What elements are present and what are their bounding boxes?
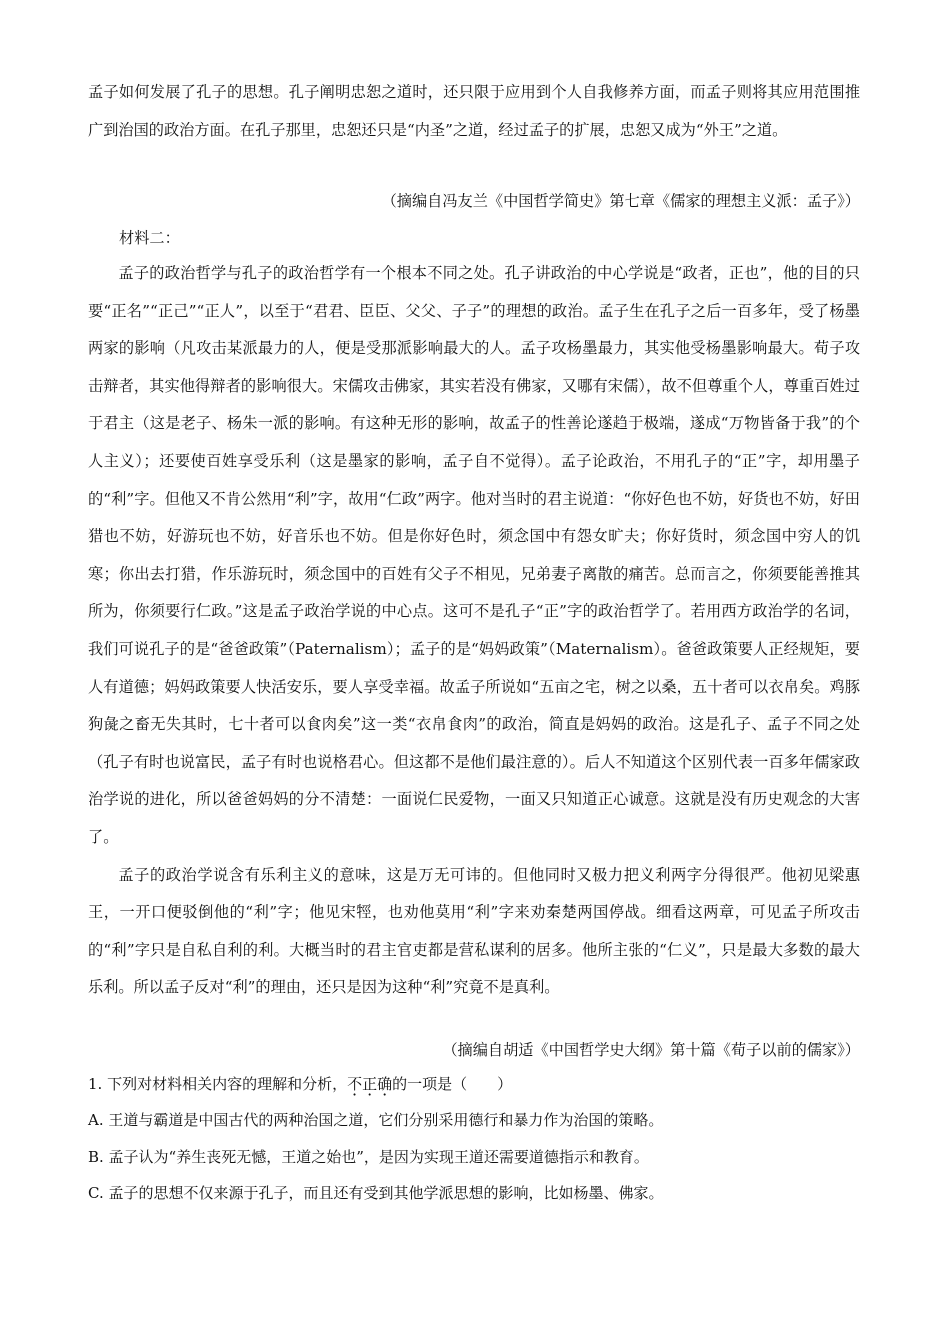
material2-block [88,255,860,1007]
emphasis-text [347,1075,392,1093]
material1-tail-block [88,74,860,149]
option-a[interactable]: A. 王道与霸道是中国古代的两种治国之道，它们分别采用德行和暴力作为治国的策略。 [88,1111,664,1129]
material2-label: 材料二： [119,229,180,247]
material1-tail-paragraph: 孟子如何发展了孔子的思想。孔子阐明忠恕之道时，还只限于应用到个人自我修养方面，而孟子则将其应用范围推广到治国的政治方面。在孔子那里，忠恕还只是“内圣”之道，经过孟子的扩展，忠恕又成为“外王”之道。 [88,83,860,139]
emphasis-char-1: 不 [347,1075,363,1093]
question-stem-after: 的一项是（ ） [392,1075,513,1093]
source-citation-2: （摘编自胡适《中国哲学史大纲》第十篇《荀子以前的儒家》） [442,1041,860,1059]
question-stem [88,1072,512,1096]
question-stem-before: 1. 下列对材料相关内容的理解和分析， [88,1075,348,1093]
emphasis-char-2: 正 [362,1075,378,1093]
source-citation-1: （摘编自冯友兰《中国哲学简史》第七章《儒家的理想主义派：孟子》） [381,192,860,210]
emphasis-char-3: 确 [377,1075,393,1093]
material2-paragraph-1: 孟子的政治哲学与孔子的政治哲学有一个根本不同之处。孔子讲政治的中心学说是“政者，正也”，他的目的只要“正名”“正己”“正人”，以至于“君君、臣臣、父父、子子”的理想的政治。孟子生在孔子之后一百多年，受了杨墨两家的影响（凡攻击某派最力的人，便是受那派影响最大的人。孟子攻杨墨最力，其实他受杨墨影响最大。荀子攻击辩者，其实他得辩者的影响很大。宋儒攻击佛家，其实若没有佛家，又哪有宋儒），故不但尊重个人，尊重百姓过于君主（这是老子、杨朱一派的影响。有这种无形的影响，故孟子的性善论遂趋于极端，遂成“万物皆备于我”的个人主义）；还要使百姓享受乐利（这是墨家的影响，孟子自不觉得）。孟子论政治，不用孔子的“正”字，却用墨子的“利”字。但他又不肯公然用“利”字，故用“仁政”两字。他对当时的君主说道：“你好色也不妨，好货也不妨，好田猎也不妨，好游玩也不妨，好音乐也不妨。但是你好色时，须念国中有怨女旷夫；你好货时，须念国中穷人的饥寒；你出去打猎，作乐游玩时，须念国中的百姓有父子不相见，兄弟妻子离散的痛苦。总而言之，你须要能善推其所为，你须要行仁政。”这是孟子政治学说的中心点。这可不是孔子“正”字的政治哲学了。若用西方政治学的名词，我们可说孔子的是“爸爸政策”（Paternalism）；孟子的是“妈妈政策”（Maternalism）。爸爸政策要人正经规矩，要人有道德；妈妈政策要人快活安乐，要人享受幸福。故孟子所说如“五亩之宅，树之以桑，五十者可以衣帛矣。鸡豚狗彘之畜无失其时，七十者可以食肉矣”这一类“衣帛食肉”的政治，简直是妈妈的政治。这是孔子、孟子不同之处（孔子有时也说富民，孟子有时也说格君心。但这都不是他们最注意的）。后人不知道这个区别代表一百多年儒家政治学说的进化，所以爸爸妈妈的分不清楚：一面说仁民爱物，一面又只知道正心诚意。这就是没有历史观念的大害了。 [88,264,860,846]
option-b[interactable]: B. 孟子认为“养生丧死无憾，王道之始也”，是因为实现王道还需要道德指示和教育。 [88,1148,649,1166]
material2-paragraph-2: 孟子的政治学说含有乐利主义的意味，这是万无可讳的。但他同时又极力把义利两字分得很严。他初见梁惠王，一开口便驳倒他的“利”字；他见宋牼，也劝他莫用“利”字来劝秦楚两国停战。细看这两章，可见孟子所攻击的“利”字只是自私自利的利。大概当时的君主官吏都是营私谋利的居多。他所主张的“仁义”，只是最大多数的最大乐利。所以孟子反对“利”的理由，还只是因为这种“利”究竟不是真利。 [88,865,860,997]
option-c[interactable]: C. 孟子的思想不仅来源于孔子，而且还有受到其他学派思想的影响，比如杨墨、佛家。 [88,1184,664,1202]
